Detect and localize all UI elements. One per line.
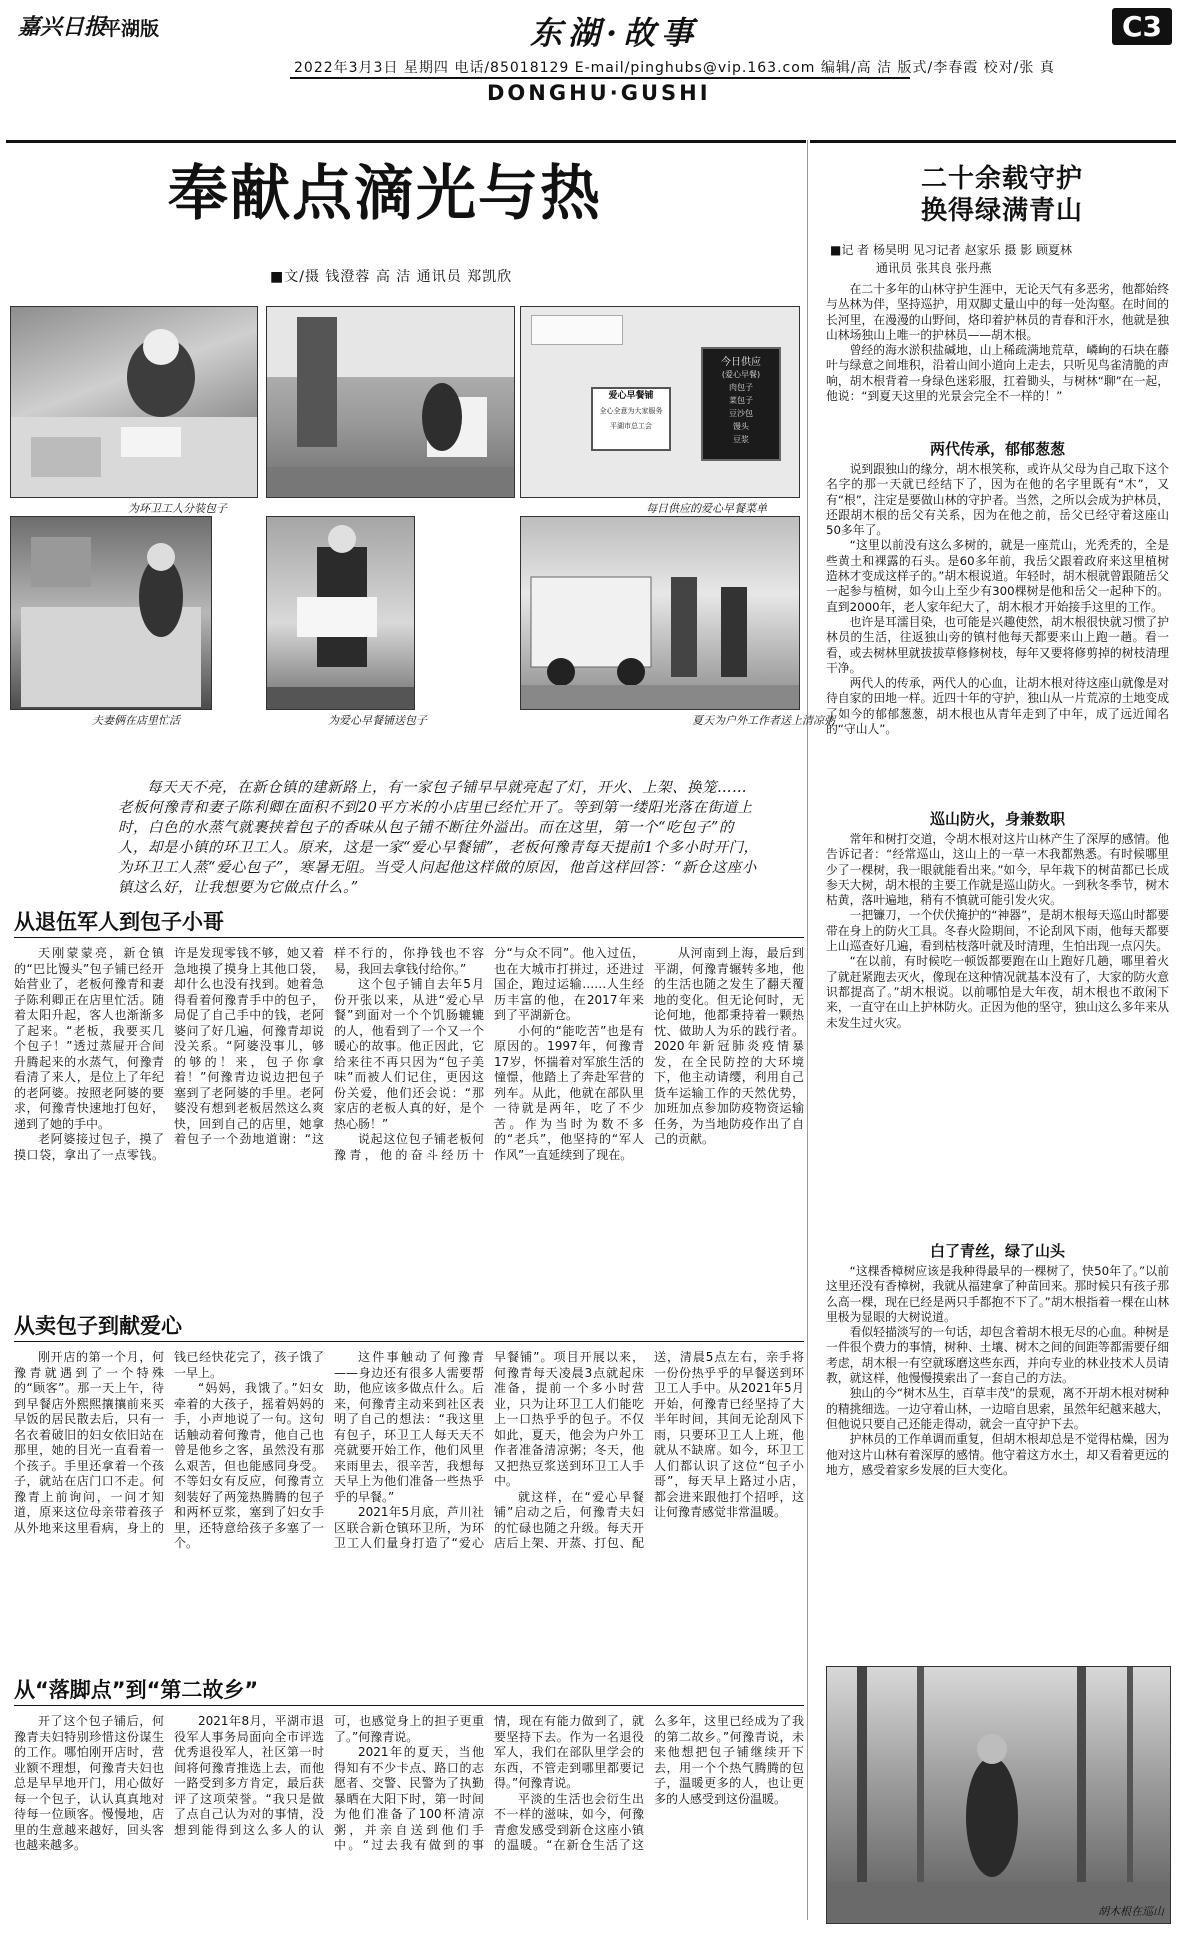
photo-menu-board — [520, 306, 800, 498]
paragraph: 这个包子铺自去年5月份开张以来，从进“爱心早餐”到面对一个个饥肠辘辘的人，他看到了一个又一个暖心的故事。他正因此，它给来往不再只因为“包子美味”而被人们记住，更因这份关爱，他们还会说：“那家店的老板人真的好，是个热心肠！” — [334, 977, 484, 1131]
photo-caption-3: 夫妻俩在店里忙活 — [92, 714, 180, 727]
wall-sign-line: 爱心早餐铺 — [608, 391, 654, 401]
story-lead: 每天天不亮，在新仓镇的建新路上，有一家包子铺早早就亮起了灯，开火、上架、换笼……老板何豫青和妻子陈利卿在面积不到20平方米的小店里已经忙开了。等到第一缕阳光落在街道上时，白色的水蒸气就裹挟着包子的香味从包子铺不断往外溢出。而在这里，第一个“吃包子”的人，却是小镇的环卫工人。原来，这是一家“爱心早餐铺”，老板何豫青每天提前1个多小时开门，为环卫工人蒸“爱心包子”，寒暑无阻。当受人问起他这样做的原因，他首这样回答：“新仓这座小镇这么好，让我想要为它做点什么。” — [118, 780, 759, 896]
photo-caption-5: 夏天为户外工作者送上清凉粥 — [692, 714, 835, 727]
section-body-1 — [14, 946, 804, 1276]
paragraph: 一把镰刀，一个伏伏掩护的“神器”，是胡木根每天巡山时都要带在身上的防火工具。冬春火险期间，不论刮风下雨，他每天都要上山巡查好几遍，看到枯枝落叶就及时清理，生怕出现一点闪失。 — [826, 908, 1169, 954]
paragraph: 也许是耳濡目染，也可能是兴趣使然，胡木根很快就习惯了护林员的生活，往返独山旁的镇村他每天都要来山上跑一趟。看一看，或去树林里就拔拔草修修树枝，每年又要将修剪掉的树枝清理干净。 — [826, 614, 1169, 675]
masthead-rule — [290, 77, 910, 79]
paragraph: 说到跟独山的缘分，胡木根笑称，或许从父母为自己取下这个名字的那一天就已经结下了，因为在他的名字里既有“木”，又有“根”，注定是要做山林的守护者。当然，之所以会成为护林员，还跟胡木根的岳父有关系，因为在他之前，岳父已经守着这座山50多年了。 — [826, 462, 1169, 538]
paragraph: 小何的“能吃苦”也是有原因的。1997年，何豫青17岁，怀揣着对军旅生活的憧憬，他踏上了奔赴军营的列车。从此，他就在部队里一待就是两年，吃了不少苦。作为当时为数不多的“老兵”，他坚持的“军人作风”一直延续到了现在。 — [494, 1023, 644, 1162]
sidebar-headline-line-1: 二十余载守护 — [920, 164, 1083, 194]
air-conditioner — [531, 315, 623, 345]
paragraph: 天刚蒙蒙亮，新仓镇的“巴比馒头”包子铺已经开始营业了，老板何豫青和妻子陈利卿正在店里忙活。随着太阳升起，客人也渐渐多了起来。“老板，我要买几个包子！”透过蒸屉开合间升腾起来的水蒸气，何豫青看清了来人，是位上了年纪的老阿婆。按照老阿婆的要求，何豫青快速地打包好，递到了她的手中。 — [14, 946, 164, 1131]
sidebar-subhead-2: 巡山防火，身兼数职 — [929, 810, 1065, 828]
sidebar-byline-line-2: 通讯员 张其良 张丹燕 — [876, 261, 992, 275]
column-logo: 东湖·故事 — [530, 14, 700, 52]
menu-board — [701, 347, 781, 461]
section-title-2: 从卖包子到献爱心 — [14, 1314, 182, 1338]
photo-caption-4: 为爱心早餐铺送包子 — [328, 714, 427, 727]
story-headline: 奉献点滴光与热 — [168, 159, 602, 229]
menu-line: 豆沙包 — [729, 409, 753, 418]
sidebar-byline-line-1: ■记 者 杨昊明 见习记者 赵家乐 摄 影 顾夏林 — [830, 243, 1073, 257]
sidebar-headline-line-2: 换得绿满青山 — [920, 196, 1083, 226]
issue-info-line: 2022年3月3日 星期四 电话/85018129 E-mail/pinghubs@vip.163.com 编辑/高 洁 版式/李春霞 校对/张 真 — [294, 60, 1055, 76]
section-title-3: 从“落脚点”到“第二故乡” — [14, 1678, 259, 1702]
sidebar-top-rule — [810, 140, 1176, 143]
menu-line: 馒头 — [733, 422, 749, 431]
paragraph: 护林员的工作单调而重复，但胡木根却总是不觉得枯燥，因为他对这片山林有着深厚的感情。他守着这方水土，却又看着更远的地方，感受着家乡发展的巨大变化。 — [826, 1432, 1169, 1477]
photo-delivery-box-art — [267, 517, 414, 709]
sidebar-section-3 — [826, 1264, 1169, 1659]
sidebar-subhead-3: 白了青丝，绿了山头 — [929, 1242, 1065, 1260]
paragraph: 就这样，在“爱心早餐铺”启动之后，何豫青夫妇的忙碌也随之升级。每天开店后上架、开蒸、打包、配送，清晨5点左右，亲手将一份份热乎乎的早餐送到环卫工人手中。从2021年5月开始，何豫青已经坚持了大半年时间，其间无论刮风下雨，只要环卫工人上班，他就从不缺席。如今，环卫工人们都认识了这位“包子小哥”，每天早上路过小店，都会进来跟他打个招呼，这让何豫青感觉非常温暖。 — [494, 1350, 804, 1550]
menu-board-title: 今日供应 — [721, 357, 761, 368]
paragraph: 2021年的夏天，当他得知有不少卡点、路口的志愿者、交警、民警为了执勤暴晒在大阳下时，第一时间为他们准备了100杯清凉粥，并亲自送到他们手中。“过去我有做到的事情，现在有能力做到了，就要坚持下去。作为一名退役军人，我们在部队里学会的东西，不管走到哪里都要记得。”何豫青说。 — [334, 1714, 644, 1852]
menu-line: (爱心早餐) — [721, 370, 761, 379]
section-title-1: 从退伍军人到包子小哥 — [14, 910, 224, 934]
section-body-3 — [14, 1714, 804, 1926]
photo-summer-porridge-art — [521, 517, 799, 709]
section-rule-1 — [14, 937, 804, 938]
paragraph: 曾经的海水淤积盐碱地，山上稀疏满地荒草，嶙峋的石块在藤叶与绿意之间堆积，沿着山间小道向上走去，只听见鸟雀清脆的声响，胡木根背着一身绿色迷彩服，扛着锄头，与树林“聊”在一起，他说：“到夏天这里的光景会完全不一样的！” — [826, 343, 1169, 404]
sidebar-subhead-1: 两代传承，郁郁葱葱 — [929, 440, 1065, 458]
photo-delivery-street — [266, 306, 515, 498]
paragraph: 平淡的生活也会衍生出不一样的滋味，如今，何豫青愈发感受到新仓这座小镇的温暖。“在新仓生活了这么多年，这里已经成为了我的第二故乡。”何豫青说，未来他想把包子铺继续开下去，用一个个热气腾腾的包子，温暖更多的人，也让更多的人感受到这份温暖。 — [494, 1714, 804, 1852]
sidebar-section-1 — [826, 462, 1169, 802]
paragraph: 2021年5月底，芦川社区联合新仓镇环卫所，为环卫工人们量身打造了“爱心早餐铺”。项目开展以来，何豫青每天凌晨3点就起床准备，提前一个多小时营业，只为让环卫工人们能吃上一口热乎乎的包子。不仅如此，夏天，他会为户外工作者准备清凉粥；冬天，他又把热豆浆送到环卫工人手中。 — [334, 1350, 644, 1550]
wall-sign-line: 平湖市总工会 — [610, 422, 652, 430]
paragraph: 独山的今“树木丛生，百草丰茂”的景观，离不开胡木根对树种的精挑细选。一边守着山林，一边暗自思索，虽然年纪越来越大，但他说只要自己还能走得动，就会一直守护下去。 — [826, 1386, 1169, 1431]
paragraph: 这件事触动了何豫青——身边还有很多人需要帮助，他应该多做点什么。后来，何豫青主动来到社区表明了自己的想法：“我这里有包子，环卫工人每天天不亮就要开始工作，他们风里来雨里去，很辛苦，我想每天早上为他们准备一些热乎乎的早餐。” — [334, 1350, 484, 1504]
newspaper-brand: 嘉兴日报 — [18, 14, 107, 40]
paragraph: “妈妈，我饿了。”妇女牵着的大孩子，摇着妈妈的手，小声地说了一句。这句话触动着何豫青，他自己也曾是他乡之客，虽然没有那么艰苦，但也能感同身受。不等妇女有反应，何豫青立刻装好了两笼热腾腾的包子和两杯豆浆，塞到了妇女手里，还特意给孩子多塞了一个。 — [174, 1381, 324, 1550]
paragraph: 说起这位包子铺老板何豫青，他的奋斗经历十分“与众不同”。他入过伍，也在大城市打拼过，还进过国企，跑过运输……人生经历丰富的他，在2017年来到了平湖新仓。 — [334, 946, 644, 1162]
paragraph: “这里以前没有这么多树的，就是一座荒山，光秃秃的，全是些黄土和裸露的石头。是60多年前，我岳父跟着政府来这里植树造林才变成这样子的。”胡木根说道。年轻时，胡木根就曾跟随岳父一起参与植树，如今山上至少有300棵树是他和岳父一起种下的。直到2000年，老人家年纪大了，胡木根才开始接手这里的工作。 — [826, 538, 1169, 614]
photo-couple-shop-art — [11, 517, 211, 709]
sidebar-byline — [830, 241, 1170, 277]
photo-delivery-box — [266, 516, 415, 710]
paragraph: 两代人的传承，两代人的心血，让胡木根对待这座山就像是对待自家的田地一样。近四十年的守护，独山从一片荒凉的土地变成了如今的郁郁葱葱，胡木根也从青年走到了中年，成了远近闻名的“守山人”。 — [826, 676, 1169, 737]
paragraph: 刚开店的第一个月，何豫青就遇到了一个特殊的“顾客”。那一天上午，待到早餐店外熙熙攘攘前来买早饭的居民散去后，只有一名衣着破旧的妇女依旧站在那里，她的目光一直看着一个孩子。手里还拿着一个孩子，就站在店门口不走。何豫青上前询问，一问才知道，原来这位母亲带着孩子从外地来这里看病，身上的钱已经快花完了，孩子饿了一早上。 — [14, 1350, 324, 1535]
wall-sign-line: 全心全意为大家服务 — [599, 407, 663, 415]
paragraph: 老阿婆接过包子，摸了摸口袋，拿出了一点零钱。许是发现零钱不够，她又着急地摸了摸身上其他口袋，却什么也没有找到。她着急得看着何豫青手中的包子，局促了自己手中的钱，老阿婆问了好几遍，何豫青却说没关系。“阿婆没事儿，够的够的！来，包子你拿着！”何豫青边说边把包子塞到了老阿婆的手里。老阿婆没有想到老板居然这么爽快，回到自己的店里，她拿着包子一个劲地道谢：“这样不行的，你挣钱也不容易，我回去拿钱付给你。” — [14, 946, 484, 1162]
photo-caption-2: 每日供应的爱心早餐菜单 — [646, 502, 767, 515]
photo-forest-ranger — [826, 1666, 1171, 1924]
sidebar-headline — [860, 163, 1144, 227]
paragraph: 从河南到上海，最后到平湖，何豫青辗转多地，他的生活也随之发生了翻天覆地的变化。但无论何时，无论何地，他都秉持着一颗热忱、做助人为乐的践行者。2020年新冠肺炎疫情暴发，在全民防控的大环境下，他主动请缨，利用自己货车运输工作的天然优势，加班加点参加防疫物资运输任务，为当地防疫作出了自己的贡献。 — [654, 946, 804, 1146]
photo-couple-shop — [10, 516, 212, 710]
paragraph: “这棵香樟树应该是我种得最早的一棵树了，快50年了。”以前这里还没有香樟树，我就从福建拿了种苗回来。那时候只有孩子那么高一棵，现在已经是两只手都抱不下了。”胡木根指着一棵在山林里极为显眼的大树说道。 — [826, 1264, 1169, 1324]
paragraph: 开了这个包子铺后，何豫青夫妇特别珍惜这份谋生的工作。哪怕刚开店时，营业额不理想，何豫青夫妇也总是早早地开门，用心做好每一个包子，认认真真地对待每一位顾客。慢慢地，店里的生意越来越好，回头客也越来越多。 — [14, 1714, 164, 1852]
paragraph: 常年和树打交道，令胡木根对这片山林产生了深厚的感情。他告诉记者：“经常巡山，这山上的一草一木我都熟悉。有时候哪里少了一棵树，我一眼就能看出来。”如今，早年栽下的树苗都已长成参天大树，胡木根的主要工作就是巡山防火。一到秋冬季节，树木枯黄，落叶遍地，稍有不慎就可能引发火灾。 — [826, 832, 1169, 908]
story-byline: ■文/摄 钱澄蓉 高 洁 通讯员 郑凯欣 — [270, 269, 513, 285]
wall-sign — [591, 387, 671, 451]
photo-staff-packing-art — [11, 307, 257, 497]
section-rule-2 — [14, 1341, 804, 1342]
photo-caption-1: 为环卫工人分装包子 — [128, 502, 227, 515]
edition-name: 平湖版 — [102, 18, 160, 40]
menu-line: 豆浆 — [733, 435, 749, 444]
section-rule-3 — [14, 1705, 804, 1706]
page-number: C3 — [1112, 8, 1172, 45]
section-body-2 — [14, 1350, 804, 1650]
top-frame-rule — [6, 140, 806, 143]
photo-forest-ranger-art — [827, 1667, 1170, 1923]
menu-board-lines — [703, 368, 779, 446]
sidebar-section-2 — [826, 832, 1169, 1232]
photo-staff-packing — [10, 306, 258, 498]
menu-line: 菜包子 — [729, 396, 753, 405]
photo-delivery-street-art — [267, 307, 514, 497]
sidebar-divider — [807, 140, 808, 1920]
paragraph: “在以前，有时候吃一顿饭都要跑在山上跑好几趟，哪里着火了就赶紧跑去灭火，像现在这种情况就基本没有了，大家的防火意识都提高了。”胡木根说。以前哪怕是大年夜，胡木根也不敢闲下来，一直守在山上护林防火。正因为他的坚守，独山这么多年来从未发生过火灾。 — [826, 954, 1169, 1030]
paragraph: 看似轻描淡写的一句话，却包含着胡木根无尽的心血。种树是一件很个费力的事情，树种、土壤、树木之间的间距等都需要仔细考虑，胡木根一有空就琢磨这些东西，并向专业的林业技术人员请教，就这样，他慢慢摸索出了一套自己的方法。 — [826, 1325, 1169, 1386]
sidebar-photo-caption: 胡木根在巡山 — [1098, 1905, 1164, 1918]
paragraph: 在二十多年的山林守护生涯中，无论天气有多恶劣，他都始终与丛林为伴，坚持巡护，用双脚丈量山中的每一处沟壑。在时间的长河里，在漫漫的山野间，烙印着护林员的青春和汗水，他就是独山林场独山上唯一的护林员——胡木根。 — [826, 282, 1169, 342]
column-pinyin: DONGHU·GUSHI — [487, 81, 711, 105]
sidebar-intro — [826, 282, 1169, 432]
menu-line: 肉包子 — [729, 383, 753, 392]
photo-summer-porridge — [520, 516, 800, 710]
paragraph: 2021年8月，平湖市退役军人事务局面向全市评选优秀退役军人，社区第一时间将何豫青推选上去，而他一路受到多方肯定，最后获评了这项荣誉。“我只是做了点自己认为对的事情，没想到能得到这么多人的认可，也感觉身上的担子更重了。”何豫青说。 — [174, 1714, 484, 1837]
